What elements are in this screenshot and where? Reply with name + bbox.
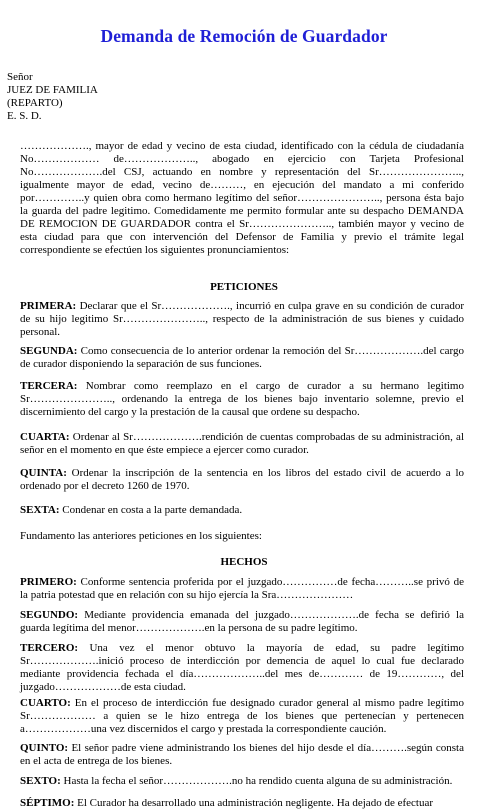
peticion-label: PRIMERA: — [20, 300, 77, 312]
peticion-label: SEXTA: — [20, 504, 60, 516]
hecho-text: Mediante providencia emanada del juzgado……………….de fecha se defirió la guarda legítima del menor……………….en la persona de su padre legítimo. — [20, 609, 464, 634]
hecho-label: SEXTO: — [20, 775, 61, 787]
peticion-label: TERCERA: — [20, 380, 78, 392]
peticion-text: Declarar que el Sr………………., incurrió en culpa grave en su condición de curador de su hijo legitimo Sr………………….., respecto de la administración de sus bienes y cuidado personal. — [20, 300, 464, 338]
peticion-text: Ordenar la inscripción de la sentencia en los libros del estado civil de acuerdo a lo ordenado por el decreto 1260 de 1970. — [20, 467, 464, 492]
hecho-septimo — [20, 797, 464, 810]
peticion-primera — [20, 300, 464, 339]
hecho-tercero — [20, 642, 464, 694]
hecho-text: El Curador ha desarrollado una administración negligente. Ha dejado de efectuar — [74, 797, 433, 809]
hecho-text: Conforme sentencia proferida por el juzgado……………de fecha………..se privó de la patria potestad que en relación con su hijo ejercía la Sra………………… — [20, 576, 464, 601]
hecho-sexto — [20, 775, 464, 788]
hechos-heading: HECHOS — [220, 556, 268, 568]
peticion-label: QUINTA: — [20, 467, 67, 479]
peticion-segunda — [20, 345, 464, 371]
hecho-label: QUINTO: — [20, 742, 69, 754]
peticion-text: Ordenar al Sr……………….rendición de cuentas comprobadas de su administración, al señor en el momento en que éste empiece a ejercer como curador. — [20, 431, 464, 456]
hecho-label: SEGUNDO: — [20, 609, 79, 621]
hecho-label: PRIMERO: — [20, 576, 77, 588]
addressee-line: Señor — [7, 71, 33, 83]
peticion-text: Condenar en costa a la parte demandada. — [59, 504, 243, 516]
addressee-line: E. S. D. — [7, 110, 42, 122]
intro-paragraph: ………………., mayor de edad y vecino de esta ciudad, identificado con la cédula de ciudadanía No……………… de……………….., abogado en ejercicio con Tarjeta Profesional No……………….del CSJ, actuando en nombre y representación del Sr………………….., igualmente mayor de edad, vecino de………, en ejecución del mandato a mi conferido por…………..y quien obra como hermano legítimo del señor………………….., persona ésta bajo la guarda del padre legitimo. Comedidamente me permito formular ante su despacho DEMANDA DE REMOCION DE GUARDADOR contra el Sr………………….., también mayor y vecino de esta ciudad para que con intervención del Defensor de Familia y previo el trámite legal correspondiente se efectúen los siguientes pronunciamientos: — [20, 140, 464, 256]
peticion-tercera — [20, 380, 464, 419]
peticiones-heading: PETICIONES — [210, 281, 278, 293]
peticion-label: SEGUNDA: — [20, 345, 78, 357]
hecho-text: En el proceso de interdicción fue designado curador general al mismo padre legítimo Sr……………… a quien se le hizo entrega de los bienes que pertenecían y pertenecen a………………una vez discernidos el cargo y prestada la correspondiente caución. — [20, 697, 464, 735]
peticion-text: Como consecuencia de lo anterior ordenar la remoción del Sr……………….del cargo de curador disponiendo la separación de sus funciones. — [20, 345, 464, 370]
hecho-text: Una vez el menor obtuvo la mayoría de edad, su padre legítimo Sr……………….inició proceso de interdicción por demencia de aquel lo cual fue declarado mediante providencia fechada el día………………..del mes de………… de 19…………, del juzgado………………de esta ciudad. — [20, 642, 464, 693]
fundamento-line: Fundamento las anteriores peticiones en los siguientes: — [20, 530, 262, 542]
peticion-label: CUARTA: — [20, 431, 70, 443]
hecho-label: CUARTO: — [20, 697, 71, 709]
peticion-quinta — [20, 467, 464, 493]
peticion-sexta — [20, 504, 464, 517]
peticion-cuarta — [20, 431, 464, 457]
hecho-cuarto — [20, 697, 464, 736]
hecho-segundo — [20, 609, 464, 635]
addressee-block — [7, 71, 98, 123]
peticion-text: Nombrar como reemplazo en el cargo de curador a su hermano legitimo Sr………………….., ordenando la entrega de los bienes bajo inventario solemne, previo el discernimiento del cargo y la prestación de la causal que ordene su despacho. — [20, 380, 464, 418]
hecho-text: El señor padre viene administrando los bienes del hijo desde el día……….según consta en el acta de entrega de los bienes. — [20, 742, 464, 767]
hecho-label: SÉPTIMO: — [20, 797, 75, 809]
hecho-label: TERCERO: — [20, 642, 79, 654]
addressee-line: (REPARTO) — [7, 97, 63, 109]
addressee-line: JUEZ DE FAMILIA — [7, 84, 98, 96]
hecho-quinto — [20, 742, 464, 768]
document-title: Demanda de Remoción de Guardador — [100, 26, 388, 46]
hecho-text: Hasta la fecha el señor……………….no ha rendido cuenta alguna de su administración. — [60, 775, 453, 787]
hecho-primero — [20, 576, 464, 602]
